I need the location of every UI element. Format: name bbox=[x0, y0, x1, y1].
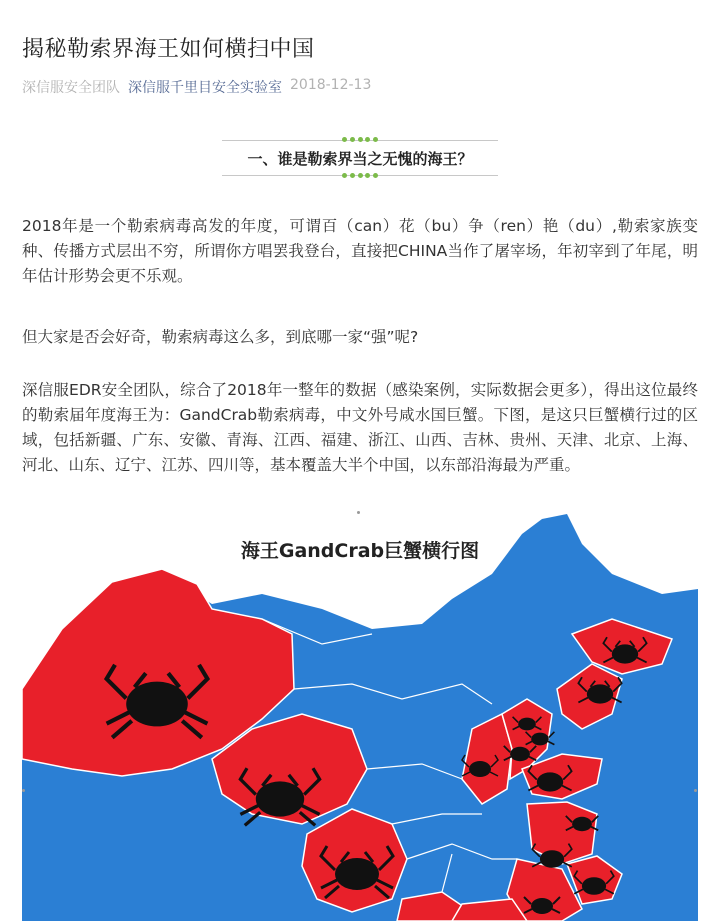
author-name: 深信服安全团队 bbox=[22, 80, 120, 96]
publish-date: 2018-12-13 bbox=[290, 77, 372, 93]
article-title: 揭秘勒索界海王如何横扫中国 bbox=[22, 37, 315, 62]
paragraph-intro: 2018年是一个勒索病毒高发的年度，可谓百（can）花（bu）争（ren）艳（du）,勒索家族变种、传播方式层出不穷，所谓你方唱罢我登台，直接把CHINA当作了屠宰场，年初宰到了年尾，明年估计形势会更不乐观。 bbox=[22, 217, 698, 285]
paragraph-question: 但大家是否会好奇，勒索病毒这么多，到底哪一家“强”呢? bbox=[22, 328, 419, 346]
paragraph-findings: 深信服EDR安全团队，综合了2018年一整年的数据（感染案例，实际数据会更多），得出这位最终的勒索届年度海王为：GandCrab勒索病毒，中文外号咸水国巨蟹。下图，是这只巨蟹横行过的区域，包括新疆、广东、安徽、青海、江西、福建、浙江、山西、吉林、贵州、天津、北京、上海、河北、山东、辽宁、江苏、四川等，基本覆盖大半个中国，以东部沿海最为严重。 bbox=[22, 381, 698, 474]
decor-dots-top bbox=[342, 137, 378, 143]
section-heading-text: 一、谁是勒索界当之无愧的海王？ bbox=[247, 150, 473, 168]
article-meta bbox=[22, 77, 371, 97]
image-edge-dot-left bbox=[22, 789, 25, 792]
section-heading bbox=[222, 140, 498, 176]
image-edge-dot-right bbox=[694, 789, 697, 792]
figure-title: 海王GandCrab巨蟹横行图 bbox=[240, 540, 480, 562]
china-map bbox=[22, 514, 698, 921]
china-map-figure bbox=[22, 514, 698, 921]
decor-dots-bottom bbox=[342, 173, 378, 179]
account-link[interactable]: 深信服千里目安全实验室 bbox=[128, 80, 282, 96]
